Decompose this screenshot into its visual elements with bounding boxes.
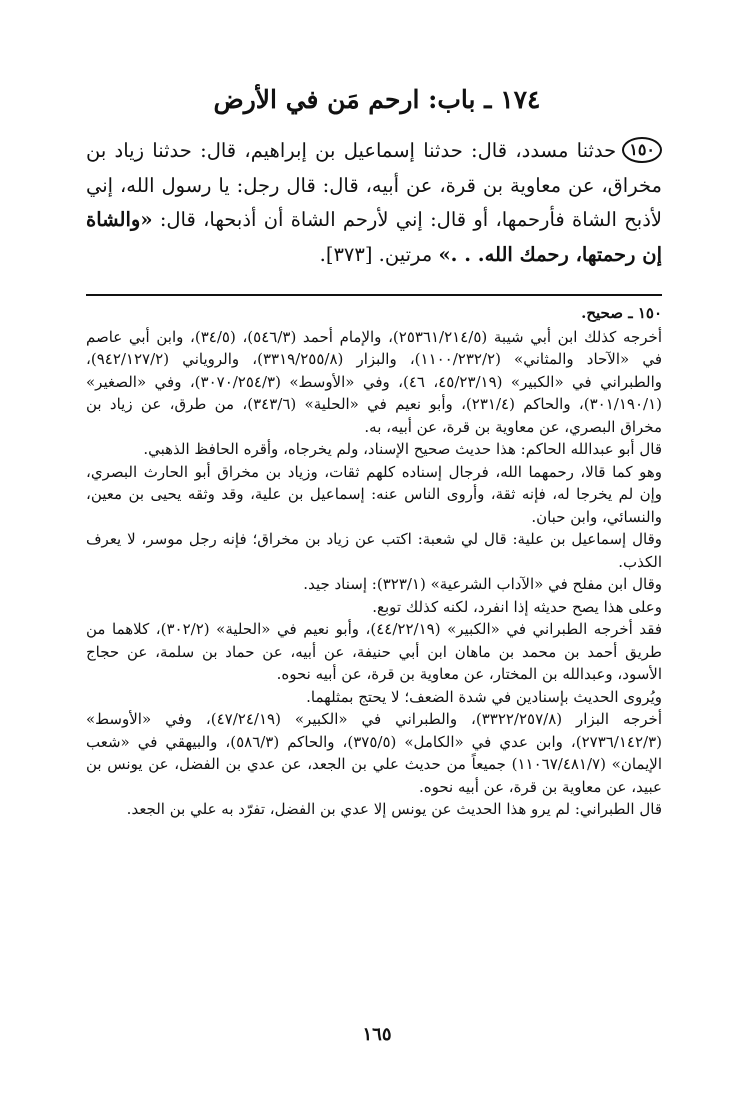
footnote-paragraph: ويُروى الحديث بإسنادين في شدة الضعف؛ لا يحتج بمثلهما. — [306, 687, 662, 706]
footnote-paragraph: وهو كما قالا، رحمهما الله، فرجال إسناده كلهم ثقات، وزياد بن مخراق أبو الحارث البصري، وإن لم يخرجا له، فإنه ثقة، وأروى الناس عنه: إسماعيل بن علية، وقد وثقه يحيى بن معين، والنسائي، وابن حبان. — [86, 462, 662, 526]
footnote-paragraph: وقال إسماعيل بن علية: قال لي شعبة: اكتب عن زياد بن مخراق؛ فإنه رجل موسر، لا يعرف الكذب. — [86, 530, 662, 571]
hadith-ending: مرتين. [٣٧٣]. — [319, 242, 433, 266]
footnote-paragraph: قال أبو عبدالله الحاكم: هذا حديث صحيح الإسناد، ولم يخرجاه، وأقره الحافظ الذهبي. — [143, 440, 662, 458]
footnote-paragraph: وعلى هذا يصح حديثه إذا انفرد، لكنه كذلك توبع. — [372, 597, 662, 616]
footnote-paragraph: أخرجه البزار (٣٣٢٢/٢٥٧/٨)، والطبراني في «الكبير» (٤٧/٢٤/١٩)، وفي «الأوسط» (٢٧٣٦/١٤٢/٣)، وابن عدي في «الكامل» (٣٧٥/٥)، والحاكم (٥٨٦/٣)، والبيهقي في «شعب الإيمان» (١١٠٦٧/٤٨١/٧) جميعاً من حديث علي بن الجعد، عن عدي بن الفضل، عن يونس بن عبيد، عن معاوية بن قرة، عن أبيه نحوه. — [86, 710, 663, 796]
page-number: ١٦٥ — [362, 1024, 392, 1045]
footnote-paragraph: فقد أخرجه الطبراني في «الكبير» (٤٤/٢٢/١٩)، وأبو نعيم في «الحلية» (٣٠٢/٢)، كلاهما من طريق أحمد بن محمد بن ماهان ابن أبي حنيفة، عن أبيه، عن حماد بن سلمة، عن حجاج الأسود، وعبدالله بن المختار، عن معاوية بن قرة، عن أبيه نحوه. — [86, 620, 662, 683]
footnotes-section — [86, 302, 662, 821]
hadith-number-badge: ١٥٠ — [622, 137, 662, 163]
footnote-paragraph: وقال ابن مفلح في «الآداب الشرعية» (٣٢٣/١): إسناد جيد. — [303, 575, 662, 593]
footnote-divider — [86, 294, 662, 296]
hadith-isnad: حدثنا مسدد، قال: حدثنا إسماعيل بن إبراهيم، قال: حدثنا زياد بن مخراق، عن معاوية بن قرة، عن أبيه، قال: قال رجل: يا رسول الله، إني لأذبح الشاة فأرحمها، أو قال: إني لأرحم الشاة أن أذبحها، قال: — [86, 139, 662, 231]
footnote-paragraph: أخرجه كذلك ابن أبي شيبة (٢٥٣٦١/٢١٤/٥)، والإمام أحمد (٥٤٦/٣)، (٣٤/٥)، وابن أبي عاصم في «الآحاد والمثاني» (١١٠٠/٢٣٢/٢)، والبزار (٣٣١٩/٢٥٥/٨)، والروياني (٩٤٢/١٢٧/٢)، والطبراني في «الكبير» (٤٥/٢٣/١٩، ٤٦)، وفي «الأوسط» (٣٠٧٠/٢٥٤/٣)، وفي «الصغير» (٣٠١/١٩٠/١)، والحاكم (٢٣١/٤)، وأبو نعيم في «الحلية» (٣٤٣/٦)، من طرق، عن زياد بن مخراق البصري، عن معاوية بن قرة، عن أبيه، به. — [86, 327, 663, 436]
hadith-quote: «والشاة إن رحمتها، رحمك الله. . .» — [86, 208, 662, 266]
chapter-title: ١٧٤ ـ باب: ارحم مَن في الأرض — [213, 85, 541, 114]
footnote-heading: ١٥٠ ـ صحيح. — [581, 304, 662, 322]
footnote-paragraph: قال الطبراني: لم يرو هذا الحديث عن يونس إلا عدي بن الفضل، تفرّد به علي بن الجعد. — [126, 800, 662, 818]
hadith-text — [86, 134, 662, 272]
